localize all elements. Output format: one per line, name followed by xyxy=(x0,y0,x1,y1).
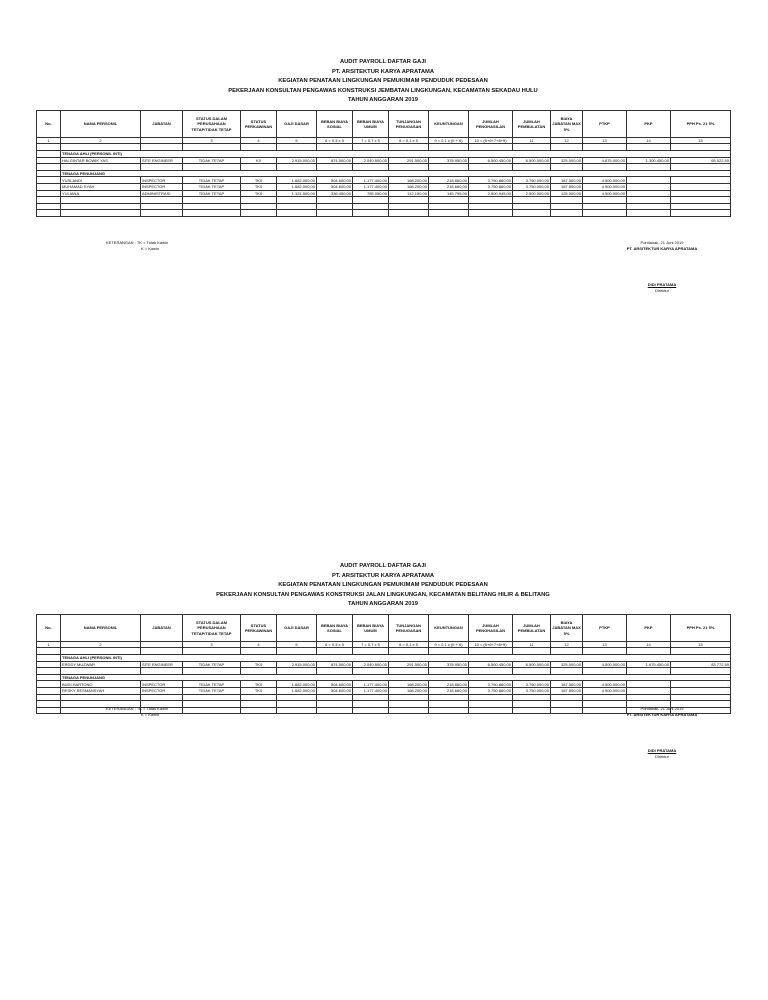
cell-umum: 1.177.400,00 xyxy=(353,177,389,184)
cell-status: TIDAK TETAP xyxy=(183,190,241,197)
col-number: 11 xyxy=(513,641,551,647)
signer-name: DIDI PRATAMA xyxy=(647,282,677,287)
sheet-title-line: AUDIT PAYROLL DAFTAR GAJI xyxy=(339,59,427,65)
cell-gaji: 2.915.000,00 xyxy=(277,661,317,668)
col-header: BIAYA JABATAN MAX 5% xyxy=(551,614,583,641)
cell-tunjangan: 168.200,00 xyxy=(389,183,429,190)
cell-tunjangan: 168.200,00 xyxy=(389,177,429,184)
col-number: 13 xyxy=(583,137,627,143)
payroll-table xyxy=(36,614,731,714)
keterangan-label: KETERANGAN : xyxy=(106,240,136,245)
keterangan-k: K = Kawin xyxy=(141,712,160,717)
cell-keuntungan: 378.950,00 xyxy=(429,157,469,164)
sheet-title-line: TAHUN ANGGARAN 2019 xyxy=(348,601,418,608)
col-header: JUMLAH PENGHASILAN xyxy=(469,614,513,641)
col-header: BEBAN BIAYA SOSIAL xyxy=(317,110,353,137)
table-row xyxy=(37,681,731,688)
cell-gaji: 1.682.000,00 xyxy=(277,687,317,694)
section-row xyxy=(37,674,731,681)
cell-penghasilan: 2.500.945,00 xyxy=(469,190,513,197)
col-number: 4 xyxy=(241,137,277,143)
cell-penghasilan: 3.750.860,00 xyxy=(469,177,513,184)
cell-ptkp: 4.500.000,00 xyxy=(583,183,627,190)
keterangan-tk: TK = Tidak Kawin xyxy=(136,240,169,245)
col-header: JUMLAH PEMBULATAN xyxy=(513,110,551,137)
table-header-row xyxy=(37,110,731,137)
cell-pembulatan: 6.500.000,00 xyxy=(513,157,551,164)
cell-status: TIDAK TETAP xyxy=(183,177,241,184)
cell-kawin: TK0 xyxy=(241,687,277,694)
cell-jabatan: INSPECTOR xyxy=(141,687,183,694)
cell-pembulatan: 6.500.000,00 xyxy=(513,661,551,668)
cell-penghasilan: 6.500.450,00 xyxy=(469,157,513,164)
sheet-title-line: KEGIATAN PENATAAN LINGKUNGAN PEMUKIMAM PENDUDUK PEDESAAN xyxy=(278,582,488,589)
company-name: PT. ARSITEKTUR KARYA APRATAMA xyxy=(626,712,698,717)
cell-kawin: TK0 xyxy=(241,661,277,668)
cell-ptkp: 4.875.000,00 xyxy=(583,157,627,164)
col-header: NAMA PERSONIL xyxy=(61,110,141,137)
col-header: No. xyxy=(37,614,61,641)
table-row xyxy=(37,190,731,197)
cell-tunjangan: 291.500,00 xyxy=(389,661,429,668)
cell-keuntungan: 145.795,00 xyxy=(429,190,469,197)
blank-row xyxy=(37,203,731,210)
cell-umum: 2.040.500,00 xyxy=(353,157,389,164)
cell-tunjangan: 112.150,00 xyxy=(389,190,429,197)
section-label: TENAGA PENUNJANG xyxy=(61,170,731,177)
cell-umum: 1.177.400,00 xyxy=(353,183,389,190)
col-header: GAJI DASAR xyxy=(277,110,317,137)
sheet-title-line: PT. ARSITEKTUR KARYA APRATAMA xyxy=(331,68,435,75)
cell-gaji: 1.682.000,00 xyxy=(277,183,317,190)
cell-keuntungan: 218.660,00 xyxy=(429,177,469,184)
col-header: STATUS PERKAWINAN xyxy=(241,110,277,137)
cell-biaya-jabatan: 125.000,00 xyxy=(551,190,583,197)
col-number: 8 = 0,1 x 5 xyxy=(389,641,429,647)
section-row xyxy=(37,170,731,177)
col-number: 14 xyxy=(627,137,671,143)
cell-ptkp: 4.500.000,00 xyxy=(583,681,627,688)
cell-kawin: K0 xyxy=(241,157,277,164)
col-header: PPH Ps. 21 5% xyxy=(671,614,731,641)
col-header: STATUS DALAM PERUSAHAAN TETAP/TIDAK TETAP xyxy=(183,110,241,137)
col-header: KEUNTUNGAN xyxy=(429,614,469,641)
cell-pkp: - xyxy=(627,183,671,190)
keterangan-block xyxy=(106,706,168,718)
keterangan-block xyxy=(106,240,168,252)
col-header: JABATAN xyxy=(141,110,183,137)
col-number: 9 = 0,1 x (5 + 6) xyxy=(429,641,469,647)
table-row xyxy=(37,661,731,668)
cell-sosial: 504.600,00 xyxy=(317,177,353,184)
col-number: 6 = 0,3 x 5 xyxy=(317,137,353,143)
cell-sosial: 504.600,00 xyxy=(317,183,353,190)
col-number: 12 xyxy=(551,137,583,143)
cell-biaya-jabatan: 187.500,00 xyxy=(551,681,583,688)
cell-pembulatan: 2.500.000,00 xyxy=(513,190,551,197)
col-number: 10 = (5+6+7+8+9) xyxy=(469,137,513,143)
cell-biaya-jabatan: 325.000,00 xyxy=(551,157,583,164)
col-header: NAMA PERSONIL xyxy=(61,614,141,641)
col-number: 6 = 0,3 x 5 xyxy=(317,641,353,647)
cell-nama: HALGINTAR BOWIK YAS xyxy=(61,157,141,164)
col-number: 10 = (5+6+7+8+9) xyxy=(469,641,513,647)
section-row xyxy=(37,150,731,157)
cell-nama: ERDDY MUZWAR xyxy=(61,661,141,668)
cell-ptkp: 4.500.000,00 xyxy=(583,687,627,694)
cell-jabatan: SITE ENGINEER xyxy=(141,661,183,668)
col-header: JUMLAH PENGHASILAN xyxy=(469,110,513,137)
col-header: PKP xyxy=(627,614,671,641)
cell-biaya-jabatan: 187.500,00 xyxy=(551,177,583,184)
cell-pph: - xyxy=(671,190,731,197)
col-number: 9 = 0,1 x (5 + 6) xyxy=(429,137,469,143)
cell-pph: - xyxy=(671,183,731,190)
cell-pembulatan: 3.750.000,00 xyxy=(513,681,551,688)
blank-row xyxy=(37,164,731,171)
cell-pembulatan: 3.750.000,00 xyxy=(513,687,551,694)
sheet-title-line: KEGIATAN PENATAAN LINGKUNGAN PEMUKIMAM PENDUDUK PEDESAAN xyxy=(278,78,488,85)
cell-jabatan: INSPECTOR xyxy=(141,177,183,184)
cell-pkp: - xyxy=(627,687,671,694)
cell-pkp: 1.300.450,00 xyxy=(627,157,671,164)
cell-pph: 65.022,50 xyxy=(671,157,731,164)
col-header: TUNJANGAN PENUGASAN xyxy=(389,614,429,641)
place-date: Pontianak, 21 Juni 2019 xyxy=(640,240,684,245)
cell-nama: YULIANA xyxy=(61,190,141,197)
col-header: JABATAN xyxy=(141,614,183,641)
keterangan-label: KETERANGAN : xyxy=(106,706,136,711)
cell-biaya-jabatan: 187.500,00 xyxy=(551,183,583,190)
cell-keuntungan: 378.950,00 xyxy=(429,661,469,668)
signer-title: Direktur xyxy=(654,754,669,759)
cell-nama: RESKY RESMANSYAH xyxy=(61,687,141,694)
cell-keuntungan: 218.660,00 xyxy=(429,183,469,190)
col-number: 5 xyxy=(277,137,317,143)
cell-keuntungan: 218.660,00 xyxy=(429,681,469,688)
col-header: PTKP xyxy=(583,614,627,641)
payroll-sheet-2 xyxy=(36,562,730,759)
cell-pkp: 1.675.450,00 xyxy=(627,661,671,668)
signer-title: Direktur xyxy=(654,288,669,293)
cell-biaya-jabatan: 187.500,00 xyxy=(551,687,583,694)
col-number: 13 xyxy=(583,641,627,647)
section-label: TENAGA PENUNJANG xyxy=(61,674,731,681)
payroll-sheet-1 xyxy=(36,58,730,293)
cell-jabatan: ADMINISTRASI xyxy=(141,190,183,197)
section-label: TENAGA AHLI (PERSONIL INTI) xyxy=(61,654,731,661)
cell-pkp: - xyxy=(627,681,671,688)
cell-status: TIDAK TETAP xyxy=(183,183,241,190)
signature-block xyxy=(592,706,732,759)
cell-penghasilan: 3.750.860,00 xyxy=(469,681,513,688)
cell-pkp: - xyxy=(627,177,671,184)
cell-ptkp: 4.500.000,00 xyxy=(583,177,627,184)
cell-pph: - xyxy=(671,687,731,694)
col-number: 2 xyxy=(61,137,141,143)
cell-ptkp: 4.500.000,00 xyxy=(583,661,627,668)
cell-sosial: 874.500,00 xyxy=(317,661,353,668)
sheet-title-line: TAHUN ANGGARAN 2019 xyxy=(348,97,418,104)
blank-row xyxy=(37,694,731,701)
cell-status: TIDAK TETAP xyxy=(183,661,241,668)
cell-ptkp: 4.500.000,00 xyxy=(583,190,627,197)
cell-pembulatan: 3.750.000,00 xyxy=(513,177,551,184)
col-header: PPH Ps. 21 5% xyxy=(671,110,731,137)
col-number: 1 xyxy=(37,641,61,647)
col-number: 8 = 0,1 x 5 xyxy=(389,137,429,143)
col-number: 2 xyxy=(61,641,141,647)
col-number: 3 xyxy=(183,641,241,647)
cell-sosial: 336.450,00 xyxy=(317,190,353,197)
cell-jabatan: INSPECTOR xyxy=(141,681,183,688)
cell-umum: 2.040.500,00 xyxy=(353,661,389,668)
col-number: 3 xyxy=(183,137,241,143)
col-number: 15 xyxy=(671,641,731,647)
col-number: 5 xyxy=(277,641,317,647)
cell-umum: 1.177.400,00 xyxy=(353,681,389,688)
col-header: BEBAN BIAYA UMUM xyxy=(353,110,389,137)
cell-nama: BUDI HARTONO xyxy=(61,681,141,688)
cell-nama: MUHAMAD SYAH xyxy=(61,183,141,190)
cell-umum: 1.177.400,00 xyxy=(353,687,389,694)
blank-row xyxy=(37,144,731,151)
col-number: 12 xyxy=(551,641,583,647)
col-header: JUMLAH PEMBULATAN xyxy=(513,614,551,641)
table-header-row xyxy=(37,614,731,641)
cell-jabatan: SITE ENGINEER xyxy=(141,157,183,164)
blank-row xyxy=(37,648,731,655)
table-row xyxy=(37,183,731,190)
sheet-title-line: PEKERJAAN KONSULTAN PENGAWAS KONSTRUKSI JALAN LINGKUNGAN, KECAMATAN BELITANG HILIR & BELITANG xyxy=(216,591,550,598)
section-row xyxy=(37,654,731,661)
cell-umum: 785.050,00 xyxy=(353,190,389,197)
cell-gaji: 2.915.000,00 xyxy=(277,157,317,164)
cell-gaji: 1.121.500,00 xyxy=(277,190,317,197)
cell-tunjangan: 168.200,00 xyxy=(389,687,429,694)
col-number: 15 xyxy=(671,137,731,143)
cell-jabatan: INSPECTOR xyxy=(141,183,183,190)
cell-status: TIDAK TETAP xyxy=(183,157,241,164)
cell-gaji: 1.682.000,00 xyxy=(277,681,317,688)
cell-sosial: 874.500,00 xyxy=(317,157,353,164)
col-header: TUNJANGAN PENUGASAN xyxy=(389,110,429,137)
col-header: BEBAN BIAYA UMUM xyxy=(353,614,389,641)
col-number: 7 = 0,7 x 5 xyxy=(353,641,389,647)
company-name: PT. ARSITEKTUR KARYA APRATAMA xyxy=(626,246,698,251)
cell-biaya-jabatan: 325.000,00 xyxy=(551,661,583,668)
blank-row xyxy=(37,210,731,217)
cell-kawin: TK0 xyxy=(241,681,277,688)
col-number: 11 xyxy=(513,137,551,143)
col-number: 4 xyxy=(241,641,277,647)
sheet-title-line: PT. ARSITEKTUR KARYA APRATAMA xyxy=(331,572,435,579)
table-row xyxy=(37,687,731,694)
keterangan-tk: TK = Tidak Kawin xyxy=(136,706,169,711)
col-number: 1 xyxy=(37,137,61,143)
cell-pkp: - xyxy=(627,190,671,197)
cell-kawin: TK0 xyxy=(241,177,277,184)
sheet-title-line: AUDIT PAYROLL DAFTAR GAJI xyxy=(339,563,427,569)
blank-row xyxy=(37,197,731,204)
cell-pembulatan: 3.750.000,00 xyxy=(513,183,551,190)
cell-tunjangan: 291.500,00 xyxy=(389,157,429,164)
col-header: PTKP xyxy=(583,110,627,137)
cell-kawin: TK0 xyxy=(241,190,277,197)
col-header: BIAYA JABATAN MAX 5% xyxy=(551,110,583,137)
blank-row xyxy=(37,668,731,675)
cell-tunjangan: 168.200,00 xyxy=(389,681,429,688)
cell-status: TIDAK TETAP xyxy=(183,681,241,688)
col-header: No. xyxy=(37,110,61,137)
cell-keuntungan: 218.660,00 xyxy=(429,687,469,694)
keterangan-k: K = Kawin xyxy=(141,246,160,251)
col-number: 14 xyxy=(627,641,671,647)
signer-name: DIDI PRATAMA xyxy=(647,748,677,753)
cell-pph: 83.772,50 xyxy=(671,661,731,668)
col-header: BEBAN BIAYA SOSIAL xyxy=(317,614,353,641)
cell-sosial: 504.600,00 xyxy=(317,687,353,694)
col-header: PKP xyxy=(627,110,671,137)
cell-nama: YUSLANDI xyxy=(61,177,141,184)
cell-status: TIDAK TETAP xyxy=(183,687,241,694)
col-header: STATUS DALAM PERUSAHAAN TETAP/TIDAK TETAP xyxy=(183,614,241,641)
cell-penghasilan: 3.750.860,00 xyxy=(469,687,513,694)
cell-kawin: TK0 xyxy=(241,183,277,190)
cell-penghasilan: 6.500.450,00 xyxy=(469,661,513,668)
cell-penghasilan: 3.750.860,00 xyxy=(469,183,513,190)
place-date: Pontianak, 21 Juni 2019 xyxy=(640,706,684,711)
col-header: KEUNTUNGAN xyxy=(429,110,469,137)
col-number: 7 = 0,7 x 5 xyxy=(353,137,389,143)
section-label: TENAGA AHLI (PERSONIL INTI) xyxy=(61,150,731,157)
col-header: STATUS PERKAWINAN xyxy=(241,614,277,641)
cell-pph: - xyxy=(671,177,731,184)
table-row xyxy=(37,177,731,184)
cell-pph: - xyxy=(671,681,731,688)
payroll-table xyxy=(36,110,731,217)
sheet-title-line: PEKERJAAN KONSULTAN PENGAWAS KONSTRUKSI JEMBATAN LINGKUNGAN, KECAMATAN SEKADAU HULU xyxy=(228,87,538,94)
table-row xyxy=(37,157,731,164)
cell-sosial: 504.600,00 xyxy=(317,681,353,688)
col-header: GAJI DASAR xyxy=(277,614,317,641)
signature-block xyxy=(592,240,732,293)
cell-gaji: 1.682.000,00 xyxy=(277,177,317,184)
